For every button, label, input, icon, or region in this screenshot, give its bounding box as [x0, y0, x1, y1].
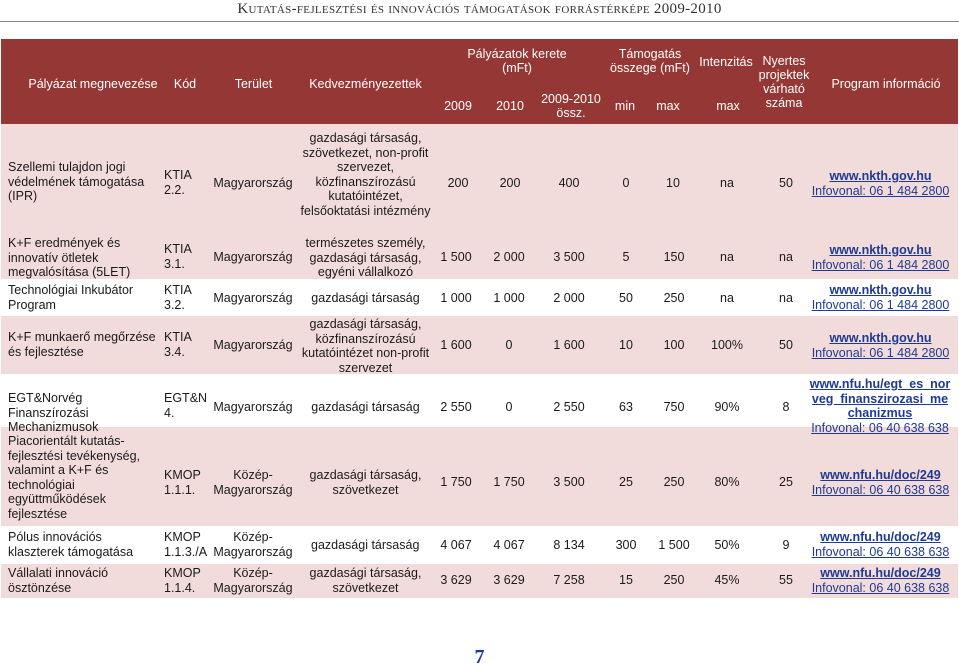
- table-header: [1, 39, 958, 124]
- row3-min: 50: [619, 291, 633, 305]
- row4-min: 10: [619, 338, 633, 352]
- row4-area: Magyarország: [213, 338, 293, 352]
- row4-winners: 50: [779, 338, 793, 352]
- row7-total: 8 134: [553, 538, 585, 552]
- row3-name: Technológiai Inkubátor Program: [8, 283, 134, 312]
- row8-info: [807, 566, 954, 595]
- row5-name: EGT&Norvég Finanszírozási Mechanizmusok: [8, 391, 99, 434]
- row6-beneficiaries: gazdasági társaság, szövetkezet: [309, 468, 422, 497]
- row6-intensity: 80%: [714, 475, 740, 489]
- program-link[interactable]: www.nkth.gov.hu: [829, 283, 932, 297]
- row5-2010: 0: [505, 400, 513, 414]
- row6-info: [807, 468, 954, 497]
- header-2010: 2010: [496, 99, 524, 113]
- row8-total: 7 258: [553, 573, 585, 587]
- row4-max: 100: [663, 338, 685, 352]
- row1-2009: 200: [447, 176, 469, 190]
- row1-beneficiaries: gazdasági társaság, szövetkezet, non-profit szervezet, közfinanszírozású kutatóintézet, felsőoktatási intézmény: [300, 131, 431, 218]
- row4-2009: 1 600: [440, 338, 472, 352]
- row8-2009: 3 629: [440, 573, 472, 587]
- table-body: [1, 124, 958, 598]
- header-support: Támogatás összege (mFt): [610, 47, 690, 75]
- header-name: Pályázat megnevezése: [28, 77, 158, 91]
- row6-min: 25: [619, 475, 633, 489]
- header-intensity-max: max: [716, 99, 740, 113]
- row8-min: 15: [619, 573, 633, 587]
- header-2009: 2009: [444, 99, 472, 113]
- row5-winners: 8: [782, 400, 790, 414]
- header-winners: Nyertes projektek várható száma: [758, 54, 810, 110]
- row7-code: KMOP 1.1.3./A: [164, 530, 208, 559]
- row8-intensity: 45%: [714, 573, 740, 587]
- row4-intensity: 100%: [711, 338, 743, 352]
- row2-2009: 1 500: [440, 250, 472, 264]
- row1-area: Magyarország: [213, 176, 293, 190]
- infoline-link[interactable]: Infovonal: 06 1 484 2800: [811, 297, 950, 312]
- infoline-link[interactable]: Infovonal: 06 40 638 638: [811, 420, 949, 435]
- row6-2010: 1 750: [493, 475, 525, 489]
- program-link[interactable]: www.nkth.gov.hu: [829, 169, 932, 183]
- row3-intensity: na: [720, 291, 734, 305]
- row6-code: KMOP 1.1.1.: [164, 468, 201, 497]
- row1-intensity: na: [720, 176, 734, 190]
- row1-total: 400: [558, 176, 580, 190]
- row1-name: Szellemi tulajdon jogi védelmének támogatása (IPR): [8, 160, 145, 203]
- row1-code: KTIA 2.2.: [164, 168, 192, 197]
- row4-name: K+F munkaerő megőrzése és fejlesztése: [8, 330, 156, 359]
- row3-total: 2 000: [553, 291, 585, 305]
- row3-2010: 1 000: [493, 291, 525, 305]
- program-link[interactable]: www.nfu.hu/doc/249: [820, 530, 941, 544]
- header-intensity: Intenzitás: [699, 55, 753, 69]
- row4-total: 1 600: [553, 338, 585, 352]
- row2-area: Magyarország: [213, 250, 293, 264]
- row2-intensity: na: [720, 250, 734, 264]
- row3-winners: na: [779, 291, 793, 305]
- row6-winners: 25: [779, 475, 793, 489]
- row5-code: EGT&N 4.: [164, 391, 208, 420]
- program-link[interactable]: www.nkth.gov.hu: [829, 331, 932, 345]
- row2-beneficiaries: természetes személy, gazdasági társaság, egyéni vállalkozó: [305, 236, 426, 279]
- header-info: Program információ: [831, 77, 941, 91]
- row7-area: Közép-Magyarország: [213, 530, 293, 559]
- program-link[interactable]: www.nfu.hu/doc/249: [820, 566, 941, 580]
- row4-info: [807, 331, 954, 360]
- row5-area: Magyarország: [213, 400, 293, 414]
- row7-info: [807, 530, 954, 559]
- row7-winners: 9: [782, 538, 790, 552]
- header-code: Kód: [173, 77, 197, 91]
- row5-min: 63: [619, 400, 633, 414]
- row8-winners: 55: [779, 573, 793, 587]
- row8-2010: 3 629: [493, 573, 525, 587]
- header-area: Terület: [234, 77, 273, 91]
- row7-2010: 4 067: [493, 538, 525, 552]
- row3-max: 250: [663, 291, 685, 305]
- row8-beneficiaries: gazdasági társaság, szövetkezet: [309, 566, 422, 595]
- header-total: 2009-2010 össz.: [541, 92, 601, 120]
- row2-name: K+F eredmények és innovatív ötletek megvalósítása (5LET): [8, 236, 131, 279]
- program-link[interactable]: www.nfu.hu/egt_es_norveg_finanszirozasi_mechanizmus: [809, 377, 951, 420]
- row8-name: Vállalati innováció ösztönzése: [8, 566, 109, 595]
- infoline-link[interactable]: Infovonal: 06 40 638 638: [811, 580, 950, 595]
- infoline-link[interactable]: Infovonal: 06 40 638 638: [811, 544, 950, 559]
- row1-max: 10: [666, 176, 680, 190]
- infoline-link[interactable]: Infovonal: 06 1 484 2800: [811, 345, 950, 360]
- row5-total: 2 550: [553, 400, 585, 414]
- header-min: min: [614, 99, 636, 113]
- program-link[interactable]: www.nfu.hu/doc/249: [820, 468, 941, 482]
- row3-beneficiaries: gazdasági társaság: [311, 291, 420, 305]
- row2-code: KTIA 3.1.: [164, 242, 192, 271]
- header-budget: Pályázatok kerete (mFt): [467, 47, 567, 75]
- page-number: 7: [474, 646, 485, 668]
- row2-total: 3 500: [553, 250, 585, 264]
- row1-2010: 200: [499, 176, 521, 190]
- row7-name: Pólus innovációs klaszterek támogatása: [8, 530, 134, 559]
- row3-area: Magyarország: [213, 291, 293, 305]
- header-beneficiaries: Kedvezményezettek: [309, 77, 422, 91]
- row7-2009: 4 067: [440, 538, 472, 552]
- row5-intensity: 90%: [714, 400, 740, 414]
- row7-beneficiaries: gazdasági társaság: [311, 538, 420, 552]
- row4-2010: 0: [505, 338, 513, 352]
- row6-total: 3 500: [553, 475, 585, 489]
- row2-max: 150: [663, 250, 685, 264]
- header-max: max: [656, 99, 680, 113]
- row1-winners: 50: [779, 176, 793, 190]
- row8-area: Közép-Magyarország: [213, 566, 293, 595]
- row2-2010: 2 000: [493, 250, 525, 264]
- row2-winners: na: [779, 250, 793, 264]
- row1-min: 0: [622, 176, 630, 190]
- title-divider: [0, 21, 959, 22]
- infoline-link[interactable]: Infovonal: 06 1 484 2800: [811, 257, 950, 272]
- program-link[interactable]: www.nkth.gov.hu: [829, 243, 932, 257]
- row5-2009: 2 550: [440, 400, 472, 414]
- infoline-link[interactable]: Infovonal: 06 1 484 2800: [811, 183, 950, 198]
- page-title: Kutatás-fejlesztési és innovációs támogatások forrástérképe 2009-2010: [237, 1, 722, 17]
- row4-beneficiaries: gazdasági társaság, közfinanszírozású kutatóintézet non-profit szervezet: [301, 317, 430, 375]
- row3-info: [807, 283, 954, 312]
- row7-intensity: 50%: [714, 538, 740, 552]
- row8-code: KMOP 1.1.4.: [164, 566, 201, 595]
- row5-info: [809, 377, 951, 435]
- infoline-link[interactable]: Infovonal: 06 40 638 638: [811, 482, 950, 497]
- row4-code: KTIA 3.4.: [164, 330, 192, 359]
- row7-max: 1 500: [658, 538, 690, 552]
- row6-name: Piacorientált kutatás-fejlesztési tevékenység, valamint a K+F és technológiai együttműködések fejlesztése: [8, 434, 141, 521]
- row5-max: 750: [663, 400, 685, 414]
- row3-2009: 1 000: [440, 291, 472, 305]
- row6-2009: 1 750: [440, 475, 472, 489]
- row8-max: 250: [663, 573, 685, 587]
- row2-min: 5: [622, 250, 630, 264]
- row6-max: 250: [663, 475, 685, 489]
- row3-code: KTIA 3.2.: [164, 283, 192, 312]
- row5-beneficiaries: gazdasági társaság: [311, 400, 420, 414]
- row2-info: [807, 243, 954, 272]
- row1-info: [807, 169, 954, 198]
- row6-area: Közép-Magyarország: [213, 468, 293, 497]
- row7-min: 300: [615, 538, 637, 552]
